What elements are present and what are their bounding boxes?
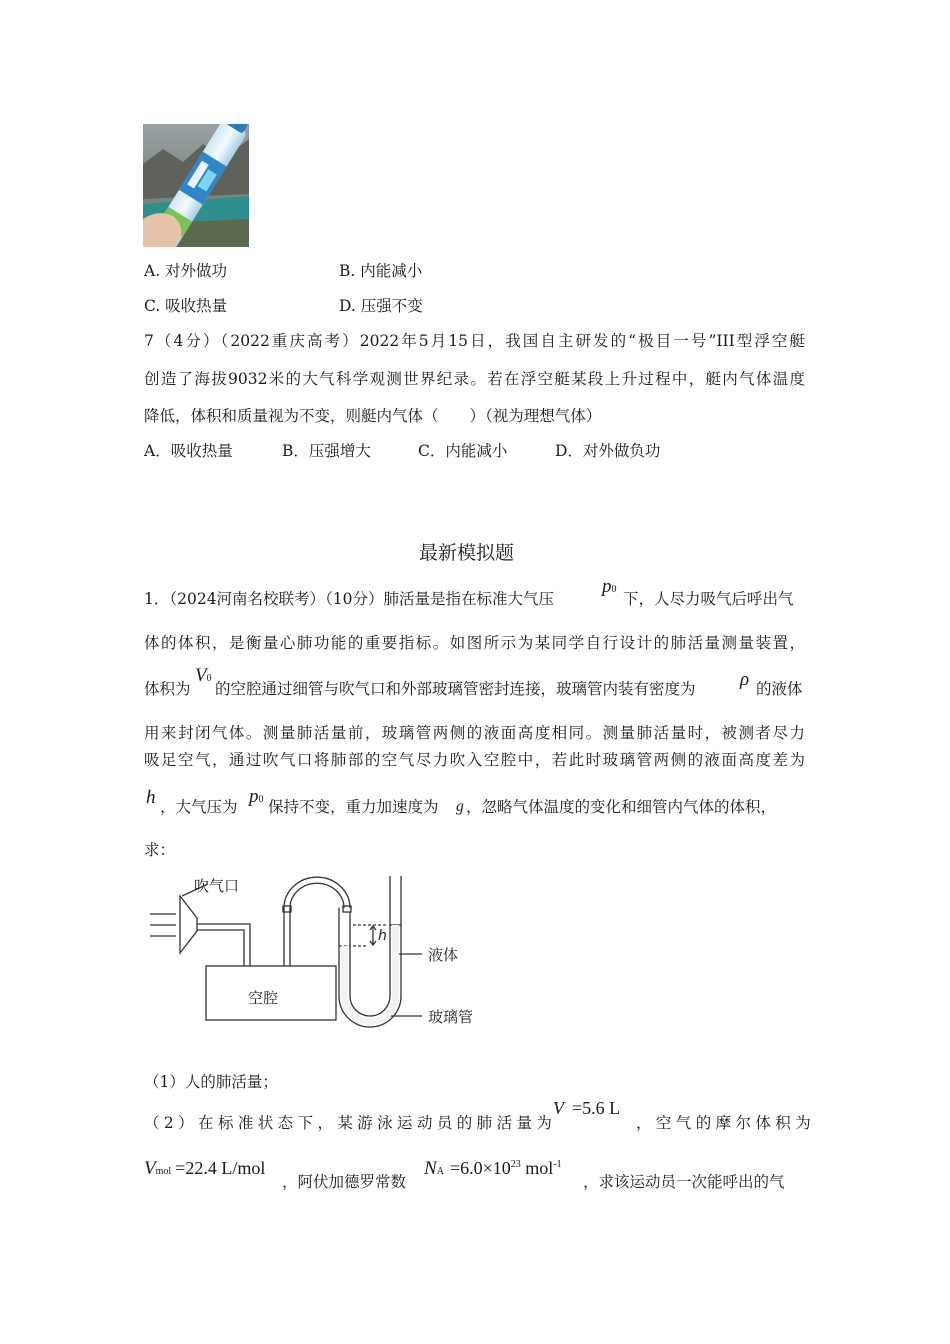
sub-question-2d: ，求该运动员一次能呼出的气 xyxy=(583,1173,785,1191)
chamber-label: 空腔 xyxy=(248,989,279,1007)
oxygen-can-photo xyxy=(143,124,249,247)
q7-line-3: 降低，体积和质量视为不变，则艇内气体（ ）（视为理想气体） xyxy=(144,407,602,425)
q1-line-6a: ，大气压为 xyxy=(160,798,238,816)
vmol-formula: Vmol =22.4 L/mol xyxy=(144,1158,266,1179)
q1-line-1b: 下，人尽力吸气后呼出气 xyxy=(623,590,794,608)
q1-line-6b: 保持不变，重力加速度为 xyxy=(268,798,439,816)
section-title: 最新模拟题 xyxy=(419,542,515,564)
q1-line-1a: 1．（2024河南名校联考）（10分）肺活量是指在标准大气压 xyxy=(144,590,555,608)
mouthpiece-shape xyxy=(180,896,197,953)
q1-line-2: 体的体积，是衡量心肺功能的重要指标。如图所示为某同学自行设计的肺活量测量装置， xyxy=(144,634,805,652)
q1-line-3b: 的空腔通过细管与吹气口和外部玻璃管密封连接，玻璃管内装有密度为 xyxy=(215,680,696,698)
v-eq-formula: V =5.6 L xyxy=(553,1098,621,1118)
q7-line-1: 7（4分）（2022重庆高考）2022年5月15日，我国自主研发的“极目一号”III型浮空艇 xyxy=(144,332,805,350)
option-c-prev: C. 吸收热量 xyxy=(144,297,228,315)
sub-question-2c: ，阿伏加德罗常数 xyxy=(282,1173,407,1191)
avogadro-formula: NA $=6.0\times 10^{23}$ mol$^{-1}$ xyxy=(424,1158,562,1179)
h-symbol: h xyxy=(146,787,156,808)
q7-option-d: D．对外做负功 xyxy=(555,442,661,460)
p0-symbol-1: p0 xyxy=(602,576,617,597)
q7-line-2: 创造了海拔9032米的大气科学观测世界纪录。若在浮空艇某段上升过程中，艇内气体温度 xyxy=(144,370,805,388)
q1-line-3a: 体积为 xyxy=(144,680,191,698)
v0-symbol: V0 xyxy=(195,665,212,686)
mouthpiece-label: 吹气口 xyxy=(194,877,240,895)
q1-line-4: 用来封闭气体。测量肺活量前，玻璃管两侧的液面高度相同。测量肺活量时，被测者尽力 xyxy=(144,724,805,742)
q1-line-3c: 的液体 xyxy=(756,680,803,698)
option-b-prev: B. 内能减小 xyxy=(339,262,423,280)
g-symbol: g xyxy=(456,798,464,815)
q1-line-5: 吸足空气，通过吹气口将肺部的空气尽力吹入空腔中，若此时玻璃管两侧的液面高度差为 xyxy=(144,751,805,769)
p0-symbol-2: p0 xyxy=(249,786,264,807)
glass-tube-label: 玻璃管 xyxy=(428,1008,474,1026)
sub-question-2a: （2）在标准状态下，某游泳运动员的肺活量为 xyxy=(144,1114,557,1132)
q7-option-b: B．压强增大 xyxy=(282,442,371,460)
q1-line-6c: ，忽略气体温度的变化和细管内气体的体积， xyxy=(466,798,777,816)
option-d-prev: D. 压强不变 xyxy=(339,297,423,315)
q7-option-c: C．内能减小 xyxy=(418,442,508,460)
sub-question-2b: ，空气的摩尔体积为 xyxy=(636,1114,816,1132)
lung-capacity-diagram xyxy=(140,868,500,1043)
rho-symbol: ρ xyxy=(740,669,750,690)
liquid-label: 液体 xyxy=(428,946,459,964)
q7-option-a: A．吸收热量 xyxy=(144,442,233,460)
h-label: h xyxy=(378,928,387,944)
option-a-prev: A. 对外做功 xyxy=(144,262,228,280)
q1-line-7: 求： xyxy=(144,841,176,859)
sub-question-1: （1）人的肺活量； xyxy=(144,1073,278,1091)
